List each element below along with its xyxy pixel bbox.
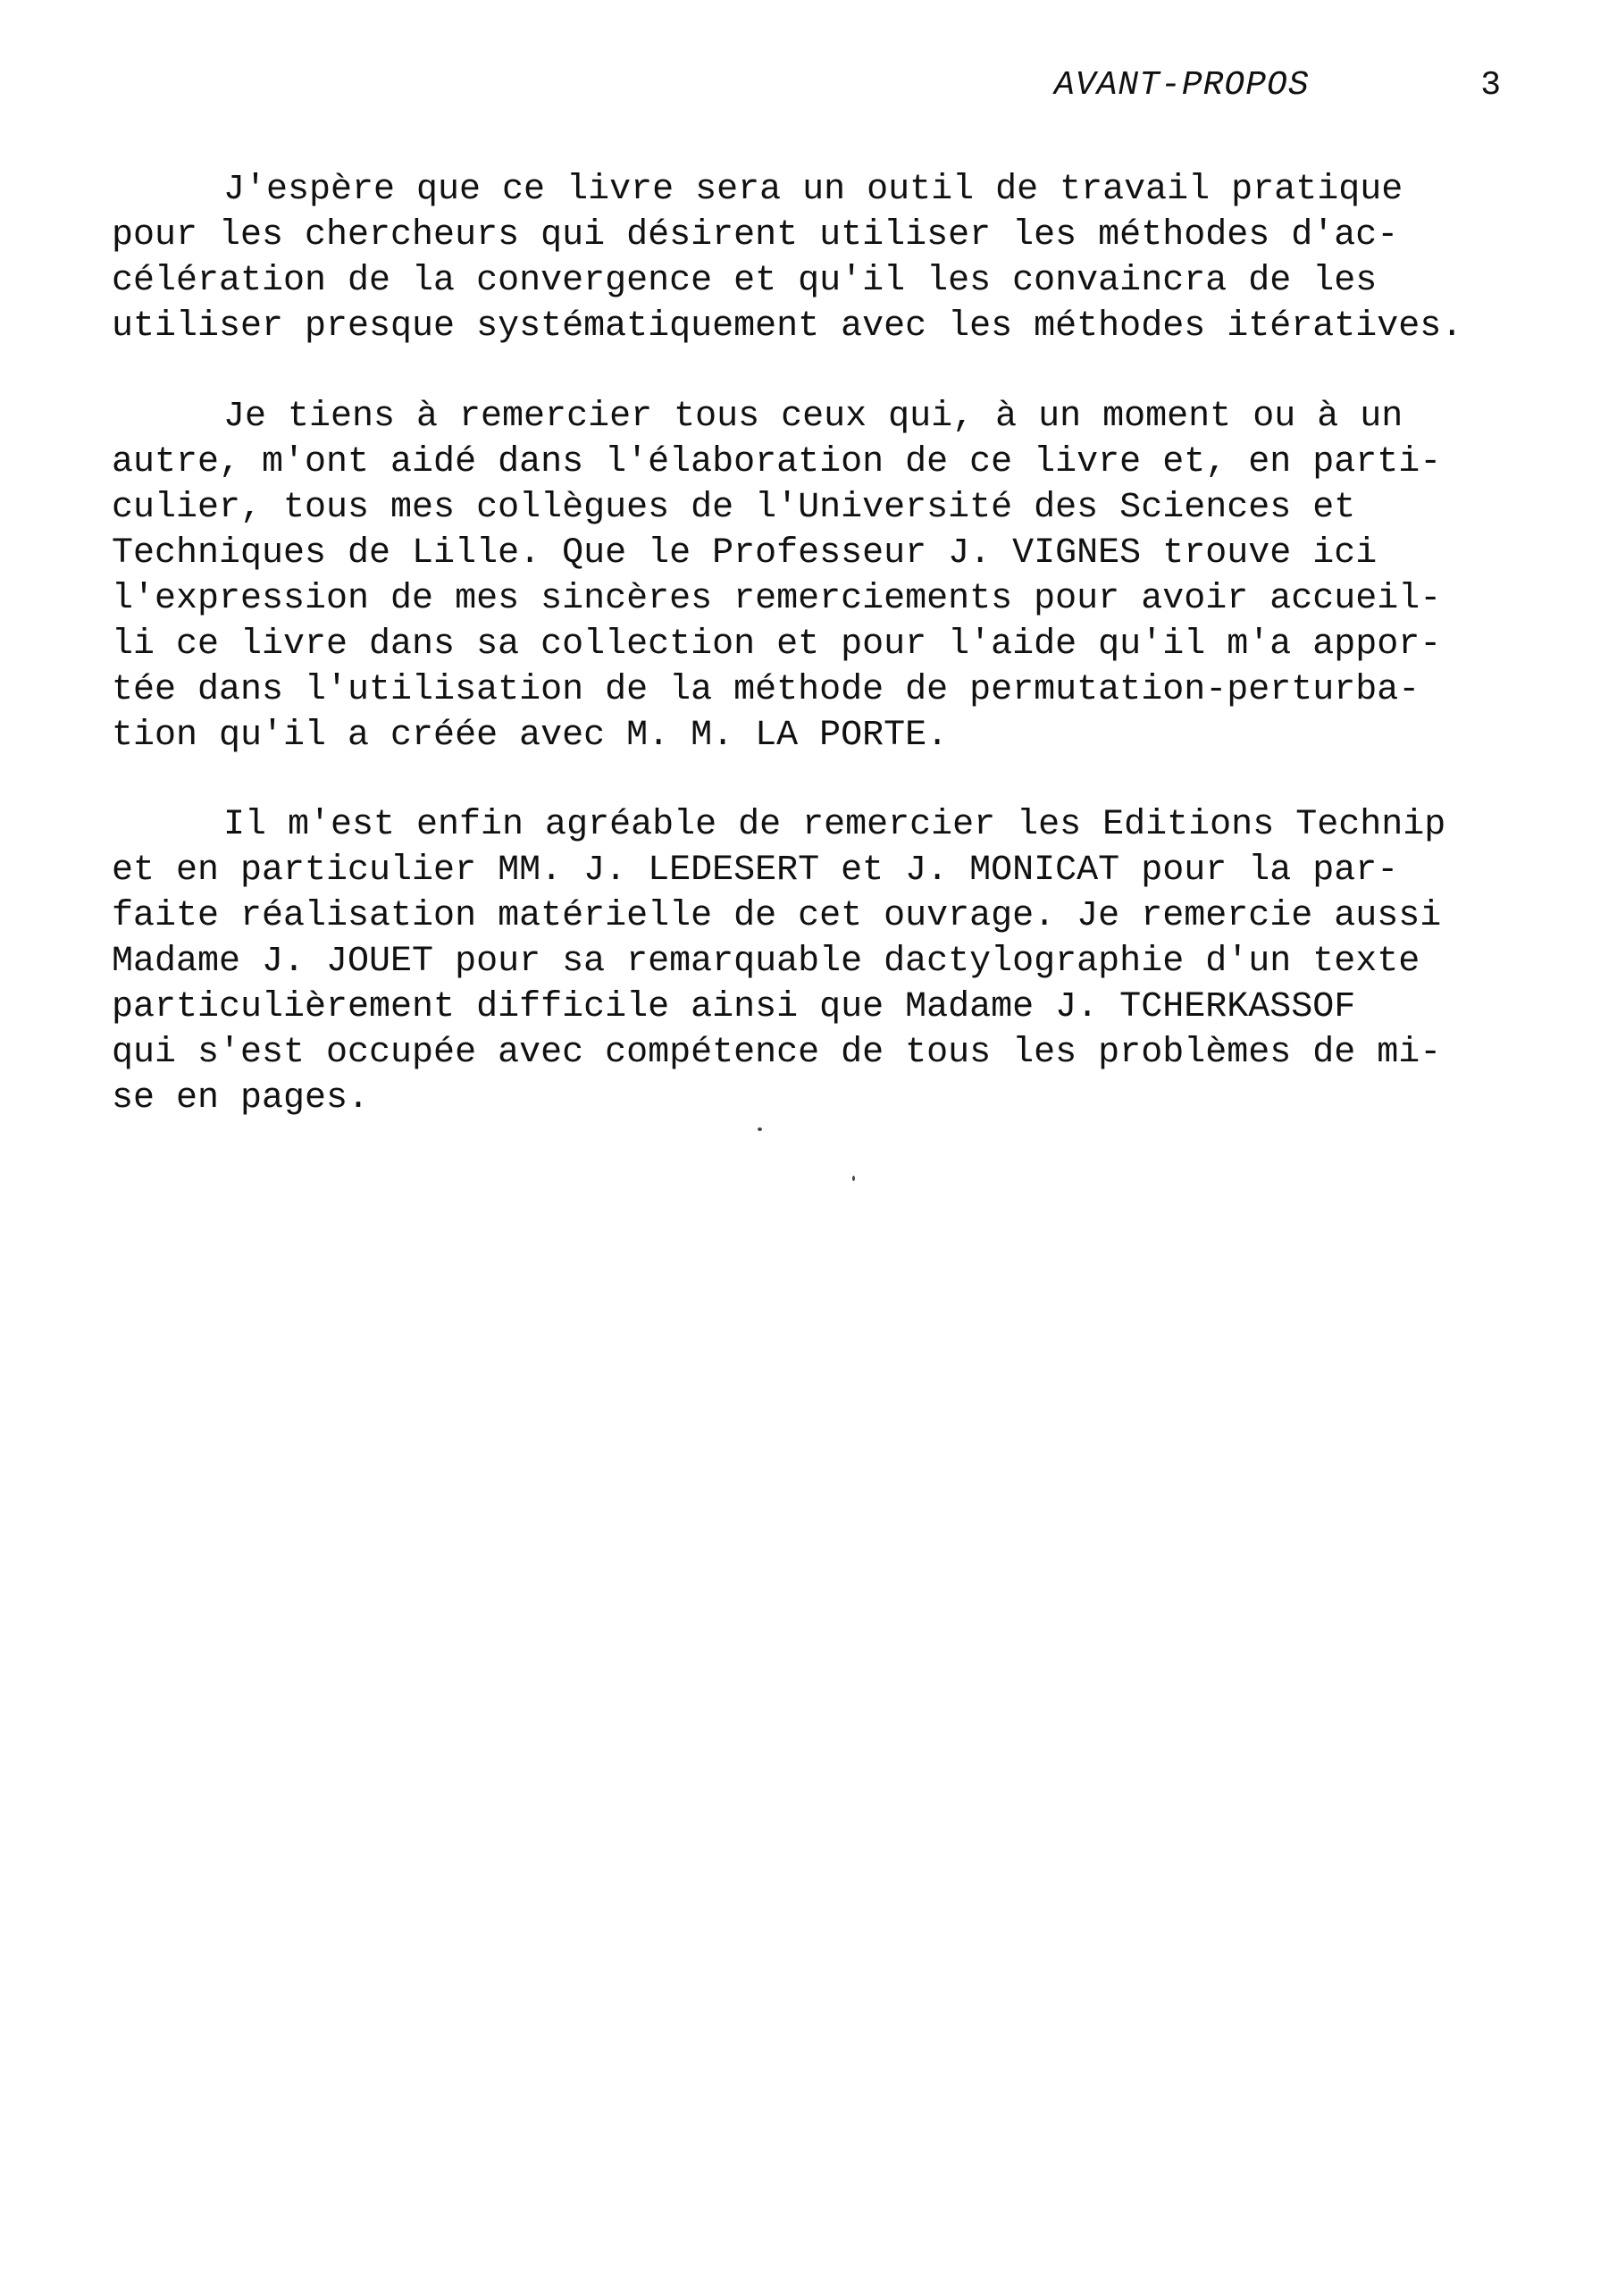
text-line: autre, m'ont aidé dans l'élaboration de ce livre et, en parti- <box>112 442 1442 482</box>
text-line: célération de la convergence et qu'il les convaincra de les <box>112 261 1378 301</box>
text-line: Je tiens à remercier tous ceux qui, à un moment ou à un <box>223 397 1403 437</box>
page-number: 3 <box>1480 66 1501 105</box>
scan-speck <box>758 1127 762 1131</box>
text-line: tée dans l'utilisation de la méthode de permutation-perturba- <box>112 670 1420 710</box>
text-line: l'expression de mes sincères remerciements pour avoir accueil- <box>112 579 1442 619</box>
text-line: J'espère que ce livre sera un outil de travail pratique <box>223 170 1403 210</box>
text-line: utiliser presque systématiquement avec les méthodes itératives. <box>112 306 1463 347</box>
running-header <box>1054 59 1501 113</box>
paragraph-3 <box>112 802 1523 1121</box>
text-line: li ce livre dans sa collection et pour l'aide qu'il m'a appor- <box>112 624 1442 665</box>
text-line: Techniques de Lille. Que le Professeur J. VIGNES trouve ici <box>112 533 1378 574</box>
text-line: pour les chercheurs qui désirent utiliser les méthodes d'ac- <box>112 215 1399 256</box>
text-line: culier, tous mes collègues de l'Université des Sciences et <box>112 488 1356 528</box>
text-line: Il m'est enfin agréable de remercier les Editions Technip <box>223 805 1446 845</box>
text-line: se en pages. <box>112 1078 370 1119</box>
text-line: Madame J. JOUET pour sa remarquable dactylographie d'un texte <box>112 942 1420 982</box>
text-line: tion qu'il a créée avec M. M. LA PORTE. <box>112 716 949 756</box>
text-line: et en particulier MM. J. LEDESERT et J. MONICAT pour la par- <box>112 851 1399 891</box>
scan-speck <box>852 1176 855 1181</box>
text-line: faite réalisation matérielle de cet ouvrage. Je remercie aussi <box>112 896 1442 936</box>
text-line: qui s'est occupée avec compétence de tous les problèmes de mi- <box>112 1033 1442 1073</box>
paragraph-1 <box>112 167 1523 349</box>
paragraph-2 <box>112 394 1523 758</box>
text-line: particulièrement difficile ainsi que Madame J. TCHERKASSOF <box>112 987 1356 1027</box>
header-title: AVANT-PROPOS <box>1054 66 1310 105</box>
